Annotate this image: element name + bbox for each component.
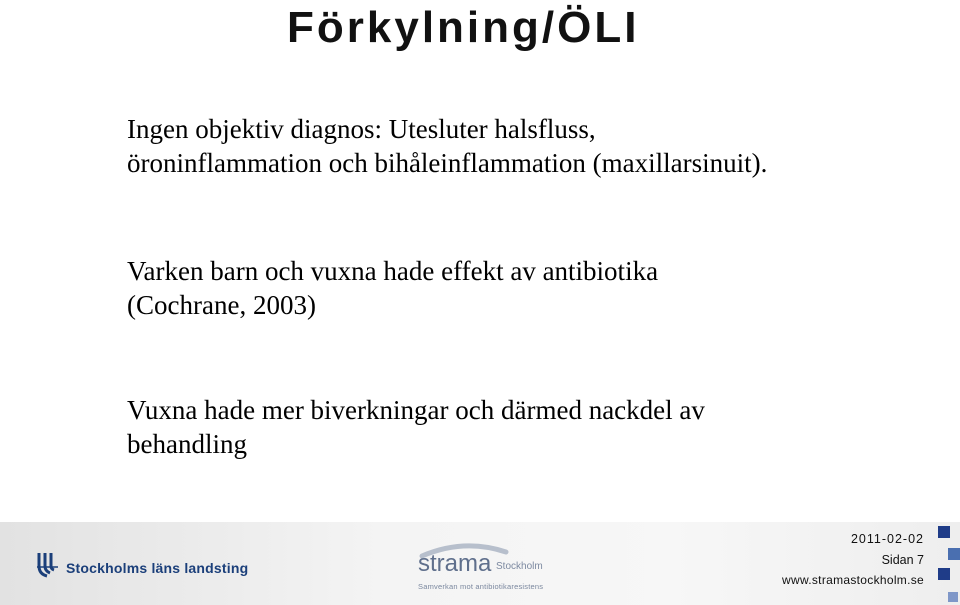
strama-logo-city: Stockholm xyxy=(496,561,543,572)
strama-logo xyxy=(414,540,564,596)
slide-title: Förkylning/ÖLI xyxy=(287,3,640,52)
paragraph-line: (Cochrane, 2003) xyxy=(127,290,316,320)
decor-square xyxy=(938,526,950,538)
paragraph-line: Vuxna hade mer biverkningar och därmed nackdel av xyxy=(127,395,705,425)
slide-page-number: Sidan 7 xyxy=(881,553,924,567)
slide-date: 2011-02-02 xyxy=(850,532,924,546)
strama-logo-tagline: Samverkan mot antibiotikaresistens xyxy=(418,582,544,591)
decor-square xyxy=(948,592,958,602)
strama-logo-word: strama xyxy=(418,550,492,577)
website-link[interactable]: www.stramastockholm.se xyxy=(782,573,924,587)
slide-footer xyxy=(0,522,960,605)
paragraph-line: Ingen objektiv diagnos: Utesluter halsfluss, xyxy=(127,114,596,144)
paragraph-side-effects xyxy=(127,393,705,461)
paragraph-line: Varken barn och vuxna hade effekt av antibiotika xyxy=(127,256,659,286)
decor-square xyxy=(948,548,960,560)
paragraph-line: öroninflammation och bihåleinflammation (maxillarsinuit). xyxy=(127,148,768,178)
paragraph-diagnosis xyxy=(127,112,767,180)
sll-emblem-icon xyxy=(36,552,60,578)
sll-logo xyxy=(36,552,248,578)
sll-logo-text: Stockholms läns landsting xyxy=(66,560,249,576)
decor-square xyxy=(938,568,950,580)
paragraph-antibiotics-effect xyxy=(127,254,658,322)
paragraph-line: behandling xyxy=(127,429,247,459)
